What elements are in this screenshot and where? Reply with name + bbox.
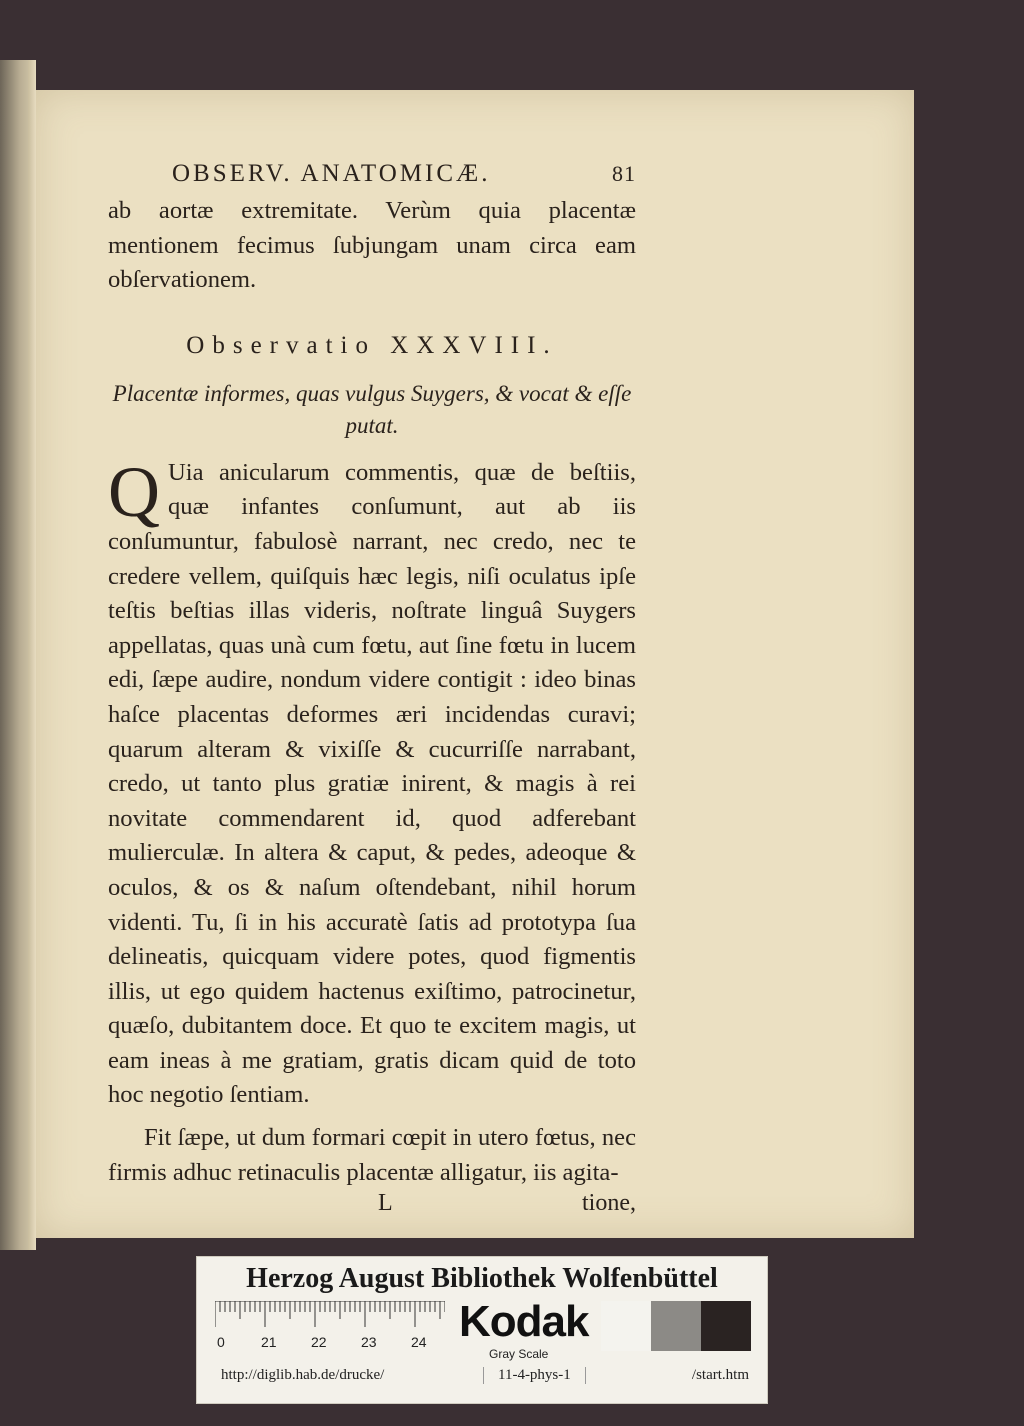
library-name: Herzog August Bibliothek Wolfenbüttel xyxy=(246,1263,718,1294)
library-label xyxy=(196,1256,768,1404)
adjacent-page-edge xyxy=(0,60,36,1250)
page-number: 81 xyxy=(612,161,636,186)
running-head-title: OBSERV. ANATOMICÆ. xyxy=(172,160,491,187)
running-head xyxy=(108,160,636,188)
ruler-number-24: 24 xyxy=(411,1334,427,1350)
gray-swatch-dark xyxy=(701,1301,751,1351)
final-paragraph: Fit ſæpe, ut dum formari cœpit in utero fœtus, nec firmis adhuc retinaculis placentæ alligatur, iis agita- xyxy=(108,1124,636,1186)
gray-swatch-mid xyxy=(651,1301,701,1351)
gray-swatch-white xyxy=(601,1301,651,1351)
url-id: 11-4-phys-1 xyxy=(483,1367,586,1384)
intro-paragraph: ab aortæ extremitate. Verùm quia placentæ mentionem fecimus ſubjungam unam circa eam obſervationem. xyxy=(108,197,636,294)
main-paragraph xyxy=(108,451,636,1113)
observation-subtitle: Placentæ informes, quas vulgus Suygers, & vocat & eſſe putat. xyxy=(112,380,632,438)
ruler-number-0: 0 xyxy=(217,1334,225,1350)
drop-capital: Q xyxy=(108,451,160,532)
signature-mark: L xyxy=(378,1190,393,1217)
gray-scale-caption: Gray Scale xyxy=(489,1347,549,1361)
ruler-number-23: 23 xyxy=(361,1334,377,1350)
kodak-logo: Kodak xyxy=(459,1297,589,1346)
ruler-scale xyxy=(215,1301,445,1351)
observation-title: Observatio XXXVIII. xyxy=(186,331,558,359)
catchword: tione, xyxy=(582,1190,636,1217)
url-suffix: /start.htm xyxy=(691,1367,749,1383)
ruler-number-22: 22 xyxy=(311,1334,327,1350)
page-text-block xyxy=(108,160,636,1217)
url-base: http://diglib.hab.de/drucke/ xyxy=(221,1367,385,1383)
ruler-number-21: 21 xyxy=(261,1334,277,1350)
catchline xyxy=(108,1190,636,1217)
main-paragraph-text: Uia anicularum commentis, quæ de beſtiis, quæ infantes conſumunt, aut ab iis conſumuntur, fabulosè narrant, nec credo, nec te credere vellem, quiſquis hæc legis, niſi oculatus ipſe teſtis beſtias illas videris, noſtrate linguâ Suygers appellatas, quas unà cum fœtu, aut ſine fœtu in lucem edi, ſæpe audire, nondum videre contigit : ideo binas haſce placentas deformes æri incidendas curavi; quarum alteram & vixiſſe & cucurriſſe narrabant, credo, ut tanto plus gratiæ inirent, & magis à rei novitate commendarent id, quod adferebant mulierculæ. In altera & caput, & pedes, adeoque & oculos, & os & naſum oſtendebant, nihil horum videnti. Tu, ſi in his accuratè ſatis ad prototypa ſua delineatis, quicquam videre potes, quod figmentis illis, ut ego quidem hactenus exiſtimo, patrocinetur, quæſo, dubitantem doce. Et quo te excitem magis, ut eam ineas à me gratiam, gratis dicam quid de toto hoc negotio ſentiam. xyxy=(108,458,636,1109)
